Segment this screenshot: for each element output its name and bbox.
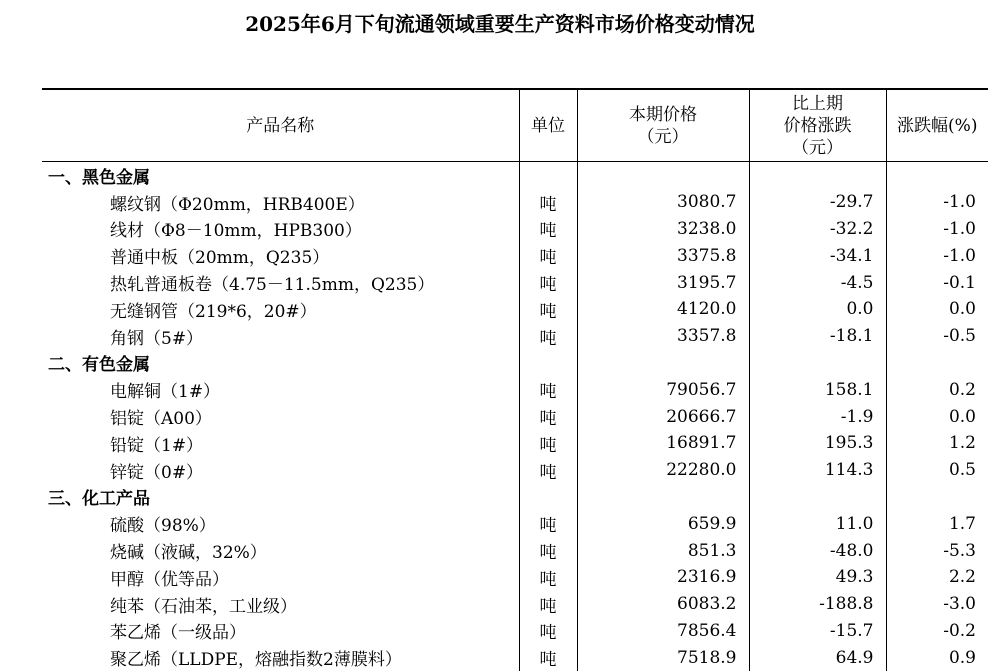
category-name: 一、黑色金属 — [48, 167, 150, 188]
unit-cell — [519, 484, 577, 511]
change-cell: -4.5 — [749, 269, 886, 296]
table-row — [42, 376, 988, 403]
unit-cell: 吨 — [519, 618, 577, 645]
percent-cell — [886, 162, 988, 189]
product-name: 无缝钢管（219*6，20#） — [110, 301, 317, 322]
change-cell: -15.7 — [749, 618, 886, 645]
unit-cell: 吨 — [519, 591, 577, 618]
table-row — [42, 537, 988, 564]
unit-cell — [519, 162, 577, 189]
price-cell — [577, 484, 749, 511]
price-cell: 6083.2 — [577, 591, 749, 618]
product-name: 热轧普通板卷（4.75－11.5mm，Q235） — [110, 275, 435, 296]
percent-cell: -0.1 — [886, 269, 988, 296]
header-change-percent: 涨跌幅(%) — [886, 89, 988, 162]
product-name: 烧碱（液碱，32%） — [110, 543, 267, 564]
unit-cell: 吨 — [519, 403, 577, 430]
table-row — [42, 296, 988, 323]
product-name: 纯苯（石油苯，工业级） — [110, 596, 297, 617]
unit-cell: 吨 — [519, 323, 577, 350]
header-product-name: 产品名称 — [42, 89, 519, 162]
unit-cell: 吨 — [519, 510, 577, 537]
change-cell: 195.3 — [749, 430, 886, 457]
change-cell: -48.0 — [749, 537, 886, 564]
percent-cell — [886, 484, 988, 511]
table-row — [42, 269, 988, 296]
price-cell: 3357.8 — [577, 323, 749, 350]
price-cell — [577, 162, 749, 189]
percent-cell: 0.5 — [886, 457, 988, 484]
product-name: 电解铜（1#） — [110, 382, 221, 403]
product-name: 聚乙烯（LLDPE，熔融指数2薄膜料） — [110, 650, 402, 671]
table-row — [42, 564, 988, 591]
price-cell: 20666.7 — [577, 403, 749, 430]
price-cell: 7856.4 — [577, 618, 749, 645]
change-cell: -18.1 — [749, 323, 886, 350]
product-name: 普通中板（20mm，Q235） — [110, 248, 330, 269]
price-cell: 3080.7 — [577, 189, 749, 216]
header-price-change: 比上期 价格涨跌 （元） — [749, 89, 886, 162]
unit-cell: 吨 — [519, 189, 577, 216]
table-row — [42, 510, 988, 537]
category-row — [42, 484, 988, 511]
percent-cell: -5.3 — [886, 537, 988, 564]
percent-cell: -1.0 — [886, 189, 988, 216]
percent-cell: 2.2 — [886, 564, 988, 591]
change-cell: -1.9 — [749, 403, 886, 430]
category-row — [42, 162, 988, 189]
unit-cell: 吨 — [519, 537, 577, 564]
unit-cell: 吨 — [519, 269, 577, 296]
price-cell: 79056.7 — [577, 376, 749, 403]
product-name: 铅锭（1#） — [110, 435, 204, 456]
table-row — [42, 242, 988, 269]
price-table — [42, 88, 988, 671]
product-name: 甲醇（优等品） — [110, 569, 229, 590]
change-cell: -29.7 — [749, 189, 886, 216]
price-cell: 2316.9 — [577, 564, 749, 591]
change-cell: 11.0 — [749, 510, 886, 537]
percent-cell: -3.0 — [886, 591, 988, 618]
table-row — [42, 591, 988, 618]
unit-cell: 吨 — [519, 644, 577, 671]
table-row — [42, 323, 988, 350]
percent-cell: 1.2 — [886, 430, 988, 457]
price-cell: 4120.0 — [577, 296, 749, 323]
percent-cell: 0.2 — [886, 376, 988, 403]
unit-cell: 吨 — [519, 242, 577, 269]
unit-cell: 吨 — [519, 430, 577, 457]
header-current-price: 本期价格 （元） — [577, 89, 749, 162]
percent-cell: 0.0 — [886, 403, 988, 430]
table-row — [42, 618, 988, 645]
price-cell: 851.3 — [577, 537, 749, 564]
percent-cell: 1.7 — [886, 510, 988, 537]
table-row — [42, 457, 988, 484]
percent-cell: 0.0 — [886, 296, 988, 323]
product-name: 螺纹钢（Φ20mm，HRB400E） — [110, 194, 365, 215]
change-cell: 49.3 — [749, 564, 886, 591]
product-name: 角钢（5#） — [110, 328, 204, 349]
price-cell: 7518.9 — [577, 644, 749, 671]
price-cell: 3238.0 — [577, 216, 749, 243]
category-row — [42, 350, 988, 377]
product-name: 苯乙烯（一级品） — [110, 623, 246, 644]
page-title: 2025年6月下旬流通领域重要生产资料市场价格变动情况 — [245, 12, 755, 36]
price-cell: 659.9 — [577, 510, 749, 537]
category-name: 三、化工产品 — [48, 489, 150, 510]
table-row — [42, 644, 988, 671]
table-row — [42, 189, 988, 216]
price-cell: 3195.7 — [577, 269, 749, 296]
product-name: 锌锭（0#） — [110, 462, 204, 483]
percent-cell: -0.5 — [886, 323, 988, 350]
category-name: 二、有色金属 — [48, 355, 150, 376]
percent-cell: -1.0 — [886, 242, 988, 269]
change-cell: 114.3 — [749, 457, 886, 484]
unit-cell: 吨 — [519, 376, 577, 403]
change-cell: 158.1 — [749, 376, 886, 403]
unit-cell: 吨 — [519, 296, 577, 323]
price-cell: 16891.7 — [577, 430, 749, 457]
change-cell: 64.9 — [749, 644, 886, 671]
percent-cell: -1.0 — [886, 216, 988, 243]
price-cell: 22280.0 — [577, 457, 749, 484]
header-unit: 单位 — [519, 89, 577, 162]
change-cell — [749, 162, 886, 189]
percent-cell: -0.2 — [886, 618, 988, 645]
change-cell — [749, 350, 886, 377]
change-cell: -188.8 — [749, 591, 886, 618]
table-row — [42, 216, 988, 243]
product-name: 铝锭（A00） — [110, 409, 212, 430]
change-cell — [749, 484, 886, 511]
unit-cell: 吨 — [519, 216, 577, 243]
table-row — [42, 430, 988, 457]
percent-cell: 0.9 — [886, 644, 988, 671]
change-cell: 0.0 — [749, 296, 886, 323]
unit-cell: 吨 — [519, 457, 577, 484]
unit-cell — [519, 350, 577, 377]
product-name: 硫酸（98%） — [110, 516, 216, 537]
table-row — [42, 403, 988, 430]
unit-cell: 吨 — [519, 564, 577, 591]
table-header-row — [42, 89, 988, 162]
percent-cell — [886, 350, 988, 377]
change-cell: -34.1 — [749, 242, 886, 269]
product-name: 线材（Φ8－10mm，HPB300） — [110, 221, 362, 242]
price-cell: 3375.8 — [577, 242, 749, 269]
price-cell — [577, 350, 749, 377]
change-cell: -32.2 — [749, 216, 886, 243]
